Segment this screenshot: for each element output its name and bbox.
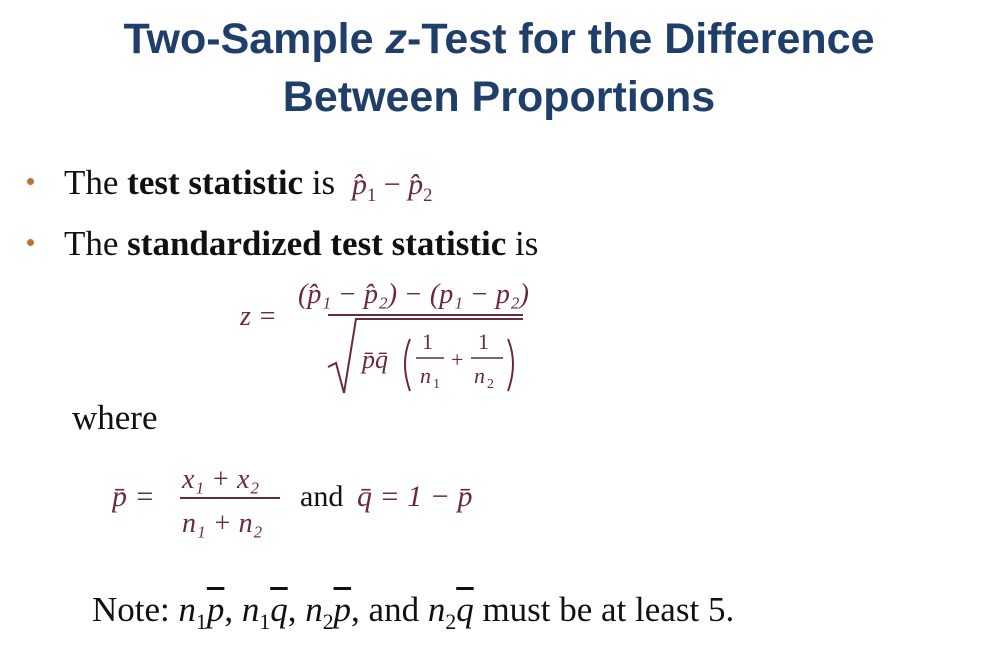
note-n2b-sub: 2	[445, 609, 457, 634]
note-pbar-a: $\overline{p}$	[206, 590, 225, 629]
bullet-dot-icon	[27, 178, 34, 185]
right-paren-icon	[508, 339, 513, 391]
z-formula	[240, 275, 580, 405]
bullet-2-prefix: The	[64, 224, 128, 263]
note-label: Note:	[92, 590, 179, 629]
note-and: and	[359, 590, 428, 629]
pbar-lhs: p̄ =	[112, 480, 155, 513]
note-n1a-sub: 1	[196, 609, 207, 634]
sub-1: 1	[366, 184, 377, 206]
bullet-standardized-statistic	[27, 224, 538, 264]
note-n1b-sub: 1	[259, 609, 271, 634]
sub-2: 2	[423, 184, 433, 206]
title-line-2: Between Proportions	[282, 73, 716, 121]
z-lhs: z =	[240, 301, 277, 332]
plus: +	[451, 347, 464, 372]
one-b: 1	[478, 329, 489, 354]
slide-title	[0, 10, 998, 126]
bullet-2-suffix: is	[506, 224, 539, 263]
note-n2a: n	[305, 590, 323, 629]
n1-sub: 1	[433, 377, 440, 392]
n2-sub: 2	[487, 377, 494, 392]
bullet-1-bold: test statistic	[127, 163, 304, 202]
n1: n	[420, 363, 431, 388]
bullet-1-prefix: The	[64, 163, 128, 202]
left-paren-icon	[405, 339, 410, 391]
test-statistic-formula	[351, 168, 433, 206]
note-qbar-b: $\overline{q}$	[456, 590, 474, 629]
bullet-1-suffix: is	[303, 163, 336, 202]
p-hat-1: p̂	[351, 168, 367, 201]
where-label: where	[72, 398, 158, 437]
note-line: Note: $n_1\overline{p}$, $n_1\overline{q}$, $n_2\overline{p}$, and $n_2\overline{q}$ must be at least 5.	[92, 590, 735, 634]
z-numerator: (p̂₁ − p̂₂) − (p₁ − p₂)	[298, 279, 529, 310]
title-line-1	[0, 10, 998, 68]
bullet-dot-icon	[27, 239, 34, 246]
minus-sign: −	[376, 168, 409, 201]
qbar-formula: q̄ = 1 − p̄	[357, 480, 473, 513]
note-tail: must be at least 5.	[473, 590, 735, 629]
title-text-a: Two-Sample	[123, 15, 386, 63]
n2: n	[474, 363, 485, 388]
note-pbar-b: $\overline{p}$	[333, 590, 352, 629]
pbar-formula	[112, 458, 532, 548]
title-text-b: -Test for the Difference	[407, 15, 875, 63]
note-n1a: n	[178, 590, 197, 629]
pbar-numerator: x₁ + x₂	[182, 464, 260, 495]
pq-bar: p̄q̄	[362, 345, 388, 374]
bullet-test-statistic	[27, 163, 432, 209]
note-n2a-sub: 2	[322, 609, 334, 634]
p-hat-2: p̂	[408, 168, 424, 201]
bullet-2-bold: standardized test statistic	[127, 224, 507, 263]
one-a: 1	[422, 329, 433, 354]
title-z: z	[385, 15, 407, 63]
note-qbar-a: $\overline{q}$	[270, 590, 288, 629]
and-word: and	[300, 480, 344, 513]
note-n1b: n	[241, 590, 260, 629]
note-n2b: n	[427, 590, 446, 629]
pbar-denominator: n₁ + n₂	[182, 508, 263, 539]
